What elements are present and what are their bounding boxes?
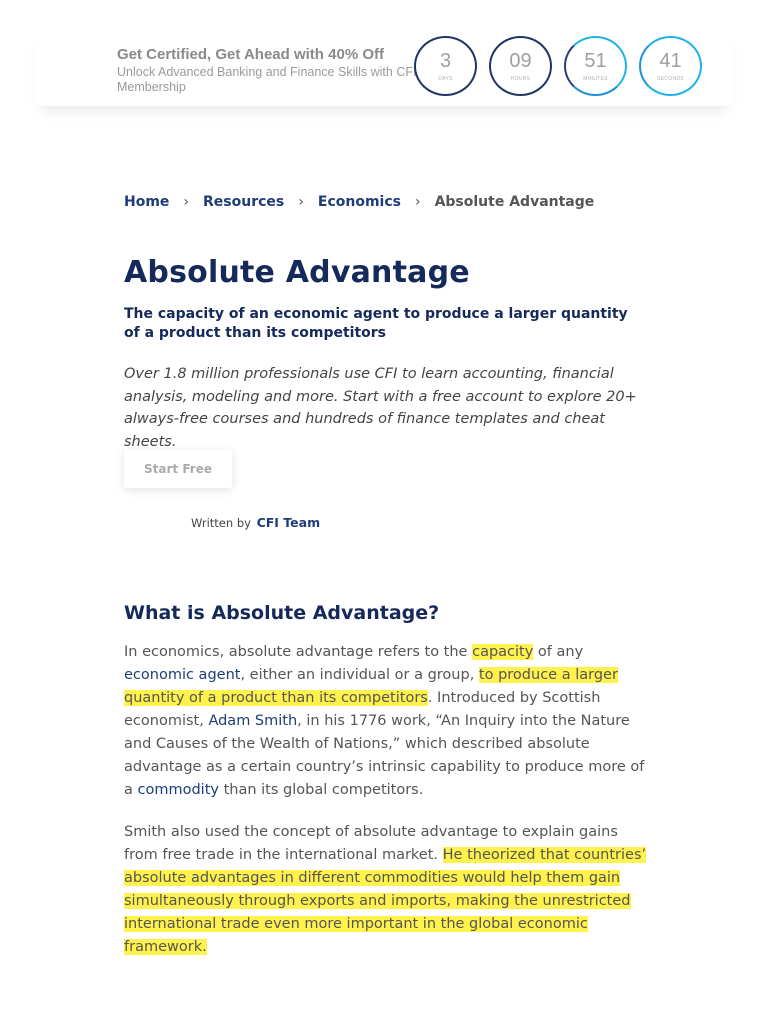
text-run: , either an individual or a group,	[240, 667, 479, 683]
countdown-seconds-label: SECONDS	[657, 76, 684, 82]
countdown-minutes-value: 51	[584, 50, 607, 72]
countdown-seconds	[639, 36, 702, 96]
highlight-theory: He theorized that countries’ absolute advantages in different commodities would help them gain simultaneously through exports and imports, making the unrestricted international trade even more important in the global economic framework.	[124, 847, 647, 955]
text-run: Smith also used the concept of absolute advantage to explain gains from free trade in the international market.	[124, 824, 618, 863]
breadcrumb-home[interactable]: Home	[124, 194, 170, 210]
body-paragraph-2	[124, 821, 648, 959]
link-adam-smith[interactable]: Adam Smith	[208, 713, 298, 729]
page-tagline: The capacity of an economic agent to produce a larger quantity of a product than its competitors	[124, 306, 628, 341]
breadcrumb-economics[interactable]: Economics	[317, 194, 401, 210]
countdown-hours	[489, 36, 552, 96]
text-run: of any	[533, 644, 584, 660]
body-paragraph-1	[124, 641, 648, 802]
breadcrumb	[124, 194, 594, 210]
section-heading: What is Absolute Advantage?	[124, 602, 440, 624]
countdown-days	[414, 36, 477, 96]
countdown-minutes	[564, 36, 627, 96]
highlight-capacity: capacity	[472, 644, 534, 660]
text-run: than its global competitors.	[218, 782, 424, 798]
text-run: In economics, absolute advantage refers to the	[124, 644, 473, 660]
author-link[interactable]: CFI Team	[256, 515, 321, 530]
breadcrumb-separator: ›	[183, 194, 190, 210]
promo-banner[interactable]	[36, 28, 732, 106]
text-run: , in his 1776 work, “An Inquiry into the Nature and Causes of the Wealth of Nations,” which described absolute advantage as a certain country’s intrinsic capability to produce more of a	[124, 713, 645, 798]
countdown-hours-label: HOURS	[510, 76, 531, 82]
breadcrumb-separator: ›	[414, 194, 421, 210]
countdown-days-value: 3	[439, 50, 452, 72]
breadcrumb-resources[interactable]: Resources	[203, 194, 285, 210]
countdown-hours-value: 09	[509, 50, 532, 72]
breadcrumb-current: Absolute Advantage	[434, 194, 595, 210]
promo-title: Get Certified, Get Ahead with 40% Off	[117, 46, 384, 63]
page-title: Absolute Advantage	[124, 255, 470, 290]
start-free-button[interactable]: Start Free	[124, 450, 232, 488]
promo-text	[117, 46, 417, 95]
breadcrumb-separator: ›	[298, 194, 304, 210]
promo-paragraph: Over 1.8 million professionals use CFI to learn accounting, financial analysis, modeling and more. Start with a free account to explore 20+ always-free courses and hundreds of finance templates and cheat sheets.	[124, 366, 637, 450]
promo-subtitle: Unlock Advanced Banking and Finance Skills with CFI Membership	[117, 65, 417, 94]
countdown-minutes-label: MINUTES	[583, 76, 608, 82]
link-economic-agent[interactable]: economic agent	[124, 667, 241, 683]
author-byline	[191, 515, 320, 530]
countdown-seconds-value: 41	[659, 50, 682, 72]
link-commodity[interactable]: commodity	[137, 782, 219, 798]
text-run: . Introduced by Scottish economist,	[124, 690, 601, 729]
highlight-larger-quantity: to produce a larger quantity of a product than its competitors	[124, 667, 618, 706]
written-by-label: Written by	[191, 516, 251, 530]
countdown-days-label: DAYS	[438, 76, 453, 82]
